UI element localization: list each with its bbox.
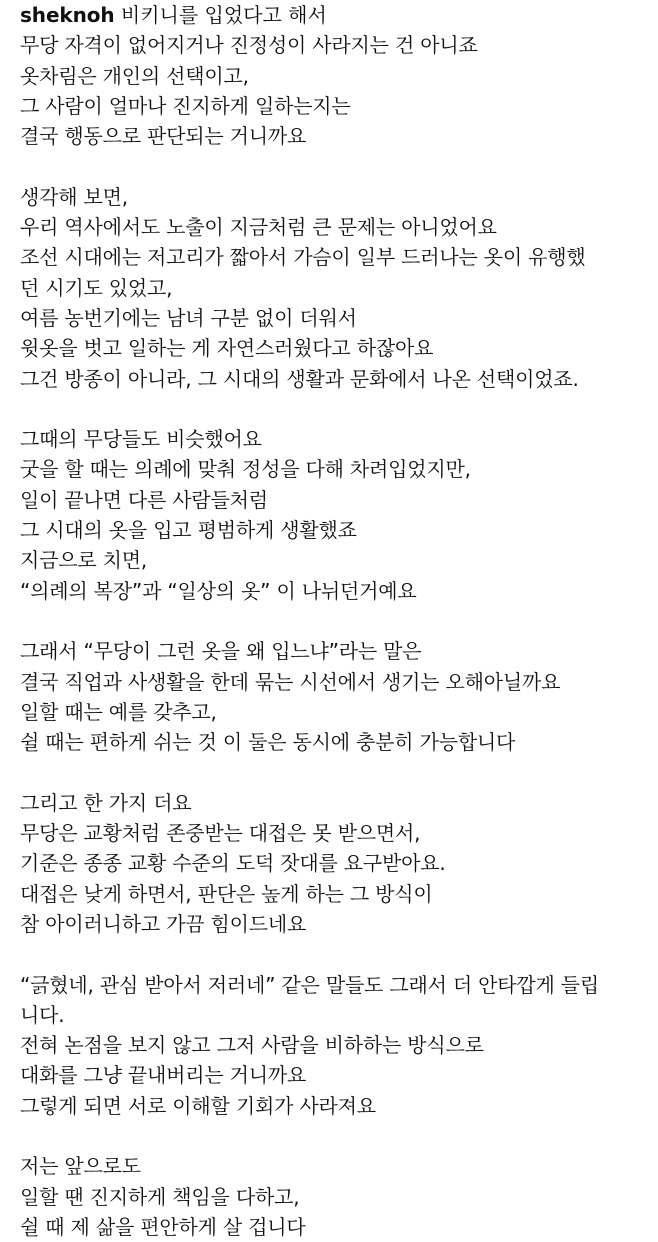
caption-line: 무당은 교황처럼 존중받는 대접은 못 받으면서, [20, 821, 421, 846]
caption-line: 쉴 때는 편하게 쉬는 것 이 둘은 동시에 충분히 가능합니다 [20, 730, 516, 755]
caption-line: 대화를 그냥 끝내버리는 거니까요 [20, 1063, 307, 1088]
caption-line: 옷차림은 개인의 선택이고, [20, 63, 249, 88]
blank-line [20, 394, 650, 424]
caption-line: 그리고 한 가지 더요 [20, 790, 192, 815]
caption-line: 조선 시대에는 저고리가 짧아서 가슴이 일부 드러나는 옷이 유행했 [20, 245, 586, 270]
caption-line: 일이 끝나면 다른 사람들처럼 [20, 487, 268, 512]
caption-line: 우리 역사에서도 노출이 지금처럼 큰 문제는 아니었어요 [20, 215, 497, 240]
blank-line [20, 757, 650, 787]
caption-line: 쉴 때 제 삶을 편안하게 살 겁니다 [20, 1214, 306, 1239]
caption-line: 니다. [20, 1002, 65, 1027]
post-caption [20, 0, 650, 1242]
caption-line: 대접은 낮게 하면서, 판단은 높게 하는 그 방식이 [20, 881, 433, 906]
caption-line: 지금으로 치면, [20, 548, 148, 573]
caption-line: 생각해 보면, [20, 184, 128, 209]
blank-line [20, 939, 650, 969]
caption-line: 그 시대의 옷을 입고 평범하게 생활했죠 [20, 518, 357, 543]
caption-line: 참 아이러니하고 가끔 힘이드네요 [20, 911, 307, 936]
caption-line: 저는 앞으로도 [20, 1154, 141, 1179]
caption-line: 여름 농번기에는 남녀 구분 없이 더워서 [20, 305, 357, 330]
caption-line: 결국 직업과 사생활을 한데 묶는 시선에서 생기는 오해아닐까요 [20, 669, 561, 694]
caption-line: 결국 행동으로 판단되는 거니까요 [20, 124, 307, 149]
caption-line: 일할 땐 진지하게 책임을 다하고, [20, 1184, 300, 1209]
username-link[interactable]: sheknoh [20, 3, 115, 27]
caption-line: 일할 때는 예를 갖추고, [20, 699, 217, 724]
caption-text: 비키니를 입었다고 해서 [114, 3, 327, 27]
caption-line: 그 사람이 얼마나 진지하게 일하는지는 [20, 93, 351, 118]
caption-line: 던 시기도 있었고, [20, 275, 173, 300]
caption-first-line [20, 0, 650, 30]
caption-line: 그렇게 되면 서로 이해할 기회가 사라져요 [20, 1093, 376, 1118]
caption-line: 무당 자격이 없어지거나 진정성이 사라지는 건 아니죠 [20, 33, 478, 58]
caption-line: 굿을 할 때는 의례에 맞춰 정성을 다해 차려입었지만, [20, 457, 471, 482]
blank-line [20, 151, 650, 181]
caption-line: 윗옷을 벗고 일하는 게 자연스러웠다고 하잖아요 [20, 336, 434, 361]
caption-body [20, 30, 650, 1242]
blank-line [20, 606, 650, 636]
caption-line: 기준은 종종 교황 수준의 도덕 잣대를 요구받아요. [20, 851, 446, 876]
caption-line: 그건 방종이 아니라, 그 시대의 생활과 문화에서 나온 선택이었죠. [20, 366, 579, 391]
caption-line: “긁혔네, 관심 받아서 저러네” 같은 말들도 그래서 더 안타깝게 들립 [20, 972, 600, 997]
caption-line: 전혀 논점을 보지 않고 그저 사람을 비하하는 방식으로 [20, 1033, 484, 1058]
caption-line: 그래서 “무당이 그런 옷을 왜 입느냐”라는 말은 [20, 639, 422, 664]
caption-line: “의례의 복장”과 “일상의 옷” 이 나뉘던거예요 [20, 578, 417, 603]
blank-line [20, 1121, 650, 1151]
caption-line: 그때의 무당들도 비슷했어요 [20, 427, 262, 452]
